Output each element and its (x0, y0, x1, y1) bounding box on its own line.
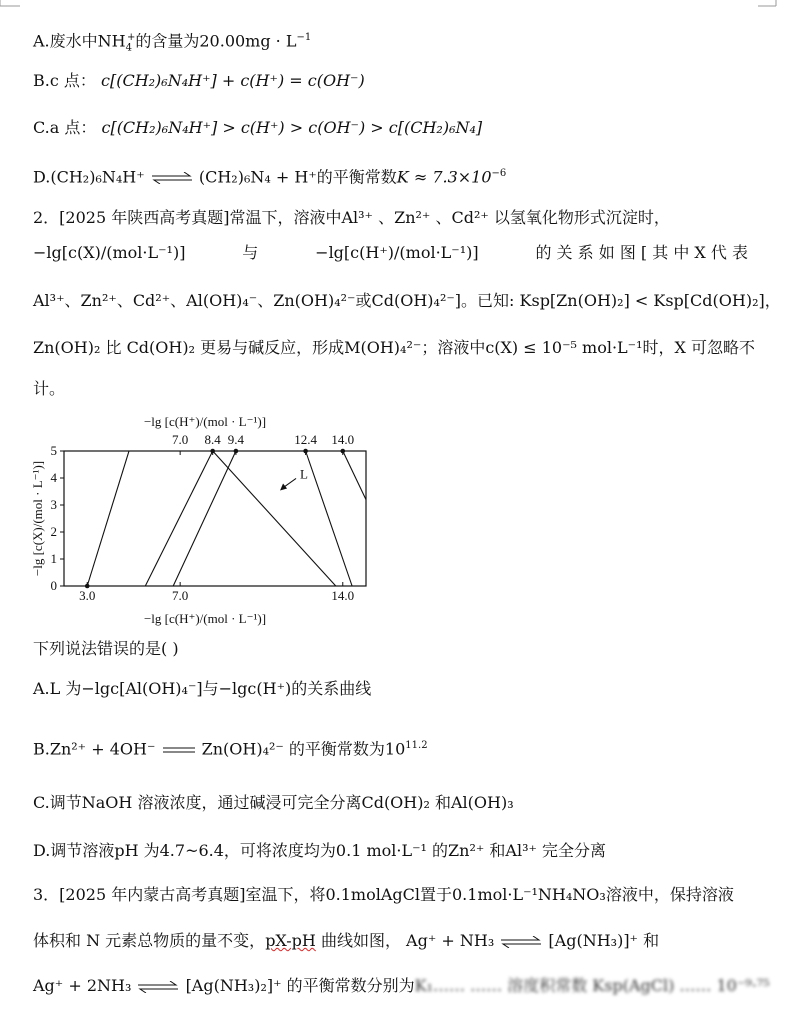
q2-option-b: B.Zn²⁺ + 4OH⁻ Zn(OH)₄²⁻ 的平衡常数为$10^{11.2}$ (33, 739, 428, 759)
page-corner-mark-right (756, 0, 778, 8)
top-tick-label: 9.4 (227, 432, 245, 447)
equals-arrow-icon (161, 746, 197, 754)
y-tick-label: 5 (50, 443, 57, 458)
series-line-2 (173, 451, 236, 586)
top-tick-label: 8.4 (204, 432, 221, 447)
top-tick-label: 7.0 (172, 432, 189, 447)
page-corner-mark-left (0, 0, 22, 8)
q2-option-c: C.调节NaOH 溶液浓度，通过碱浸可完全分离Cd(OH)₂ 和Al(OH)₃ (33, 793, 514, 812)
equilibrium-arrow-icon (150, 172, 194, 184)
q3-stem-line-3: Ag⁺ + 2NH₃ [Ag(NH₃)₂]⁺ 的平衡常数分别为K₁…… …… 溶度积常数 Ksp(AgCl) …… 10⁻⁹·⁷⁵ (33, 976, 770, 995)
data-point-marker (303, 449, 308, 454)
q2-prompt: 下列说法错误的是( ) (33, 639, 179, 658)
y-tick-label: 2 (50, 524, 57, 539)
bottom-tick-label: 3.0 (79, 588, 96, 603)
bottom-tick-label: 7.0 (172, 588, 189, 603)
equilibrium-arrow-icon (136, 981, 180, 993)
y-axis-label: −lg [c(X)/(mol · L⁻¹)] (30, 460, 45, 577)
series-line-4 (306, 451, 353, 586)
y-tick-label: 0 (50, 578, 57, 593)
curve-label-l: L (300, 466, 308, 482)
curve-pointer-arrowhead (280, 483, 287, 490)
y-tick-label: 3 (50, 497, 57, 512)
data-point-marker (234, 449, 239, 454)
q2-stem-line-5: 计。 (33, 379, 66, 398)
q2-option-a: A.L 为−lgc[Al(OH)₄⁻]与−lgc(H⁺)的关系曲线 (33, 679, 372, 698)
q3-stem-line-1: 3．[2025 年内蒙古高考真题]室温下，将0.1molAgCl置于0.1mol·L⁻¹NH₄NO₃溶液中，保持溶液 (33, 885, 734, 904)
q3-stem-line-2: 体积和 N 元素总物质的量不变，pX-pH 曲线如图， Ag⁺ + NH₃ [Ag(NH₃)]⁺ 和 (33, 931, 660, 950)
q1-option-a: A.废水中$NH_4^+$的含量为$20.00mg \cdot L^{-1}$ (33, 31, 312, 54)
top-tick-label: 12.4 (294, 432, 317, 447)
series-line-1 (145, 451, 212, 586)
data-point-marker (210, 449, 215, 454)
q2-option-d: D.调节溶液pH 为4.7~6.4，可将浓度均为0.1 mol·L⁻¹ 的Zn²⁺ 和Al³⁺ 完全分离 (33, 841, 607, 860)
q2-figure-chart (30, 405, 375, 627)
q1-option-d: D.(CH₂)₆N₄H⁺ (CH₂)₆N₄ + H⁺的平衡常数$K \approx 7.3\times 10^{-6}$ (33, 167, 507, 187)
q2-stem-line-1: 2．[2025 年陕西高考真题]常温下，溶液中Al³⁺ 、Zn²⁺ 、Cd²⁺ 以氢氧化物形式沉淀时， (33, 208, 670, 227)
q1-option-c: C.a 点： c[(CH₂)₆N₄H⁺] > c(H⁺) > c(OH⁻) > c[(CH₂)₆N₄] (33, 118, 483, 137)
series-line-5 (343, 451, 366, 500)
q2-stem-line-2: −lg[c(X)/(mol·L⁻¹)] 与 −lg[c(H⁺)/(mol·L⁻¹)] 的 关 系 如 图 [ 其 中 X 代 表 (33, 243, 748, 262)
bottom-tick-label: 14.0 (331, 588, 355, 603)
y-tick-label: 1 (50, 551, 57, 566)
top-axis-label: −lg [c(H⁺)/(mol · L⁻¹)] (143, 414, 267, 429)
y-tick-label: 4 (50, 470, 57, 485)
q2-stem-line-3: Al³⁺、Zn²⁺、Cd²⁺、Al(OH)₄⁻、Zn(OH)₄²⁻或Cd(OH)₄²⁻]。已知: Ksp[Zn(OH)₂] < Ksp[Cd(OH)₂]， (33, 291, 781, 310)
q1-option-b: B.c 点： c[(CH₂)₆N₄H⁺] + c(H⁺) = c(OH⁻) (33, 71, 365, 90)
equilibrium-arrow-icon (499, 936, 543, 948)
q2-stem-line-4: Zn(OH)₂ 比 Cd(OH)₂ 更易与碱反应，形成M(OH)₄²⁻；溶液中c(X) ≤ 10⁻⁵ mol·L⁻¹时，X 可忽略不 (33, 338, 756, 357)
pxph-term: pX-pH (265, 931, 316, 950)
series-line-3 (213, 451, 336, 586)
plot-frame (64, 451, 366, 586)
data-point-marker (340, 449, 345, 454)
top-tick-label: 14.0 (331, 432, 355, 447)
series-line-0 (87, 451, 129, 586)
bottom-axis-label: −lg [c(H⁺)/(mol · L⁻¹)] (143, 611, 267, 626)
